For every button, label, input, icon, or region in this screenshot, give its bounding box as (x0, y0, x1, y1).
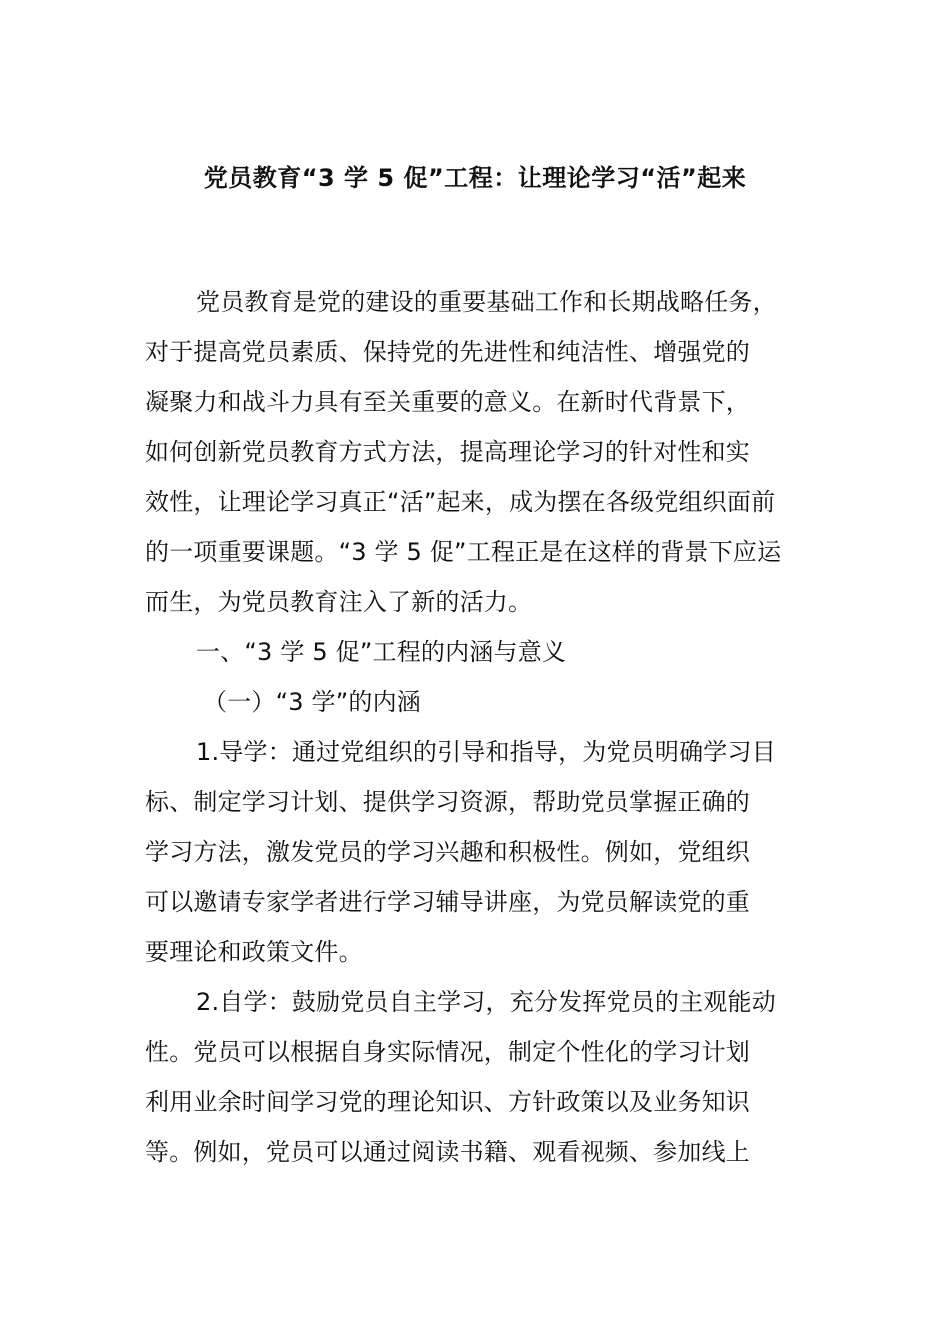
paragraph-line: 标、制定学习计划、提供学习资源，帮助党员掌握正确的 (145, 788, 750, 816)
section-heading: 一、“3 学 5 促”工程的内涵与意义 (196, 638, 567, 666)
paragraph-line: 性。党员可以根据自身实际情况，制定个性化的学习计划 (145, 1038, 750, 1066)
paragraph-line: 对于提高党员素质、保持党的先进性和纯洁性、增强党的 (145, 338, 750, 366)
paragraph-line: 可以邀请专家学者进行学习辅导讲座，为党员解读党的重 (145, 888, 750, 916)
document-body (145, 277, 810, 1177)
paragraph-line: 党员教育是党的建设的重要基础工作和长期战略任务， (196, 288, 777, 316)
paragraph-line: 1.导学：通过党组织的引导和指导，为党员明确学习目 (196, 738, 776, 766)
paragraph-line: 学习方法，激发党员的学习兴趣和积极性。例如，党组织 (145, 838, 750, 866)
document-title: 党员教育“3 学 5 促”工程：让理论学习“活”起来 (203, 164, 747, 192)
paragraph-line: 利用业余时间学习党的理论知识、方针政策以及业务知识 (145, 1088, 750, 1116)
paragraph-line: 等。例如，党员可以通过阅读书籍、观看视频、参加线上 (145, 1138, 750, 1166)
paragraph-line: 如何创新党员教育方式方法，提高理论学习的针对性和实 (145, 438, 750, 466)
paragraph-line: 效性，让理论学习真正“活”起来，成为摆在各级党组织面前 (145, 488, 776, 516)
paragraph-line: 而生，为党员教育注入了新的活力。 (145, 588, 533, 616)
paragraph-line: 的一项重要课题。“3 学 5 促”工程正是在这样的背景下应运 (145, 538, 782, 566)
paragraph-line: 凝聚力和战斗力具有至关重要的意义。在新时代背景下， (145, 388, 750, 416)
subsection-heading: （一）“3 学”的内涵 (203, 688, 421, 716)
paragraph-line: 2.自学：鼓励党员自主学习，充分发挥党员的主观能动 (196, 988, 776, 1016)
paragraph-line: 要理论和政策文件。 (145, 938, 363, 966)
